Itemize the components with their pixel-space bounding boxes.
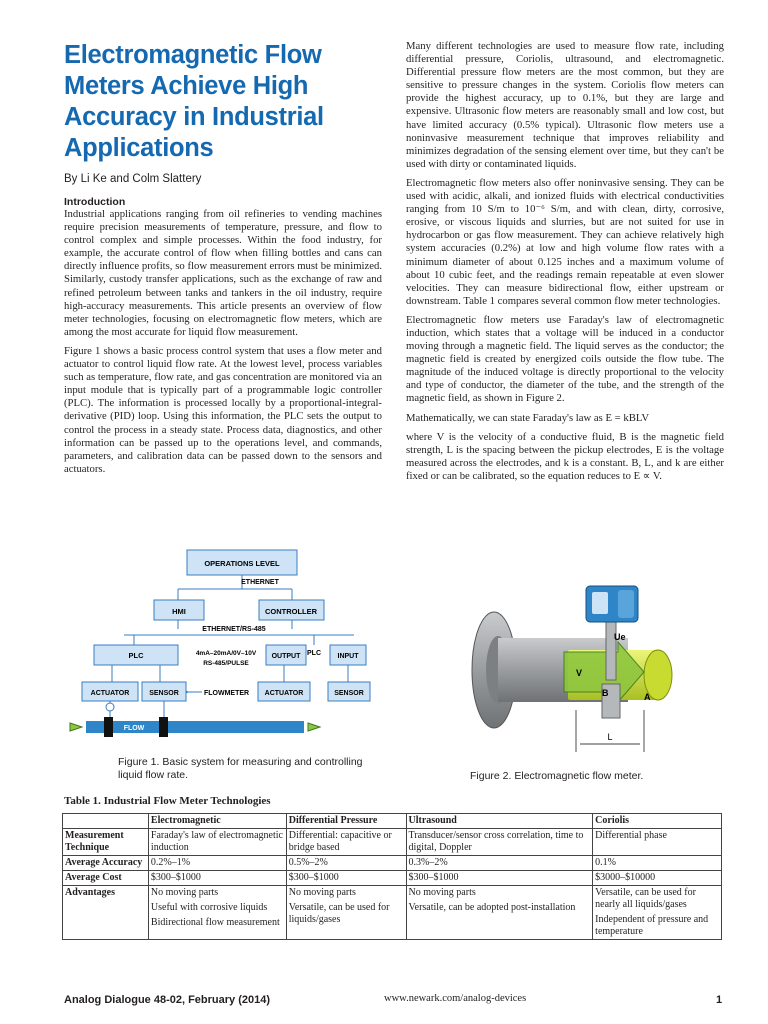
cell-line: Differential phase: [595, 830, 667, 841]
row-label: Average Cost: [63, 871, 149, 886]
table-cell: [148, 829, 286, 856]
table-header-cell: Electromagnetic: [148, 814, 286, 829]
table-cell: [593, 886, 722, 940]
table-cell: [148, 886, 286, 940]
row-label: Measurement Technique: [63, 829, 149, 856]
table-cell: [593, 871, 722, 886]
hmi-label: HMI: [172, 607, 186, 616]
row-label: Advantages: [63, 886, 149, 940]
sensor-left-label: SENSOR: [149, 690, 179, 697]
table-cell: [286, 871, 406, 886]
row-label: Average Accuracy: [63, 856, 149, 871]
cell-line: 0.5%–2%: [288, 857, 328, 868]
table-row: [63, 829, 722, 856]
ethernet-label: ETHERNET: [241, 579, 279, 586]
page-number: 1: [716, 994, 723, 1006]
table-cell: [593, 856, 722, 871]
actuator-clamp: [104, 717, 113, 737]
figure-1-diagram: [64, 545, 384, 745]
cell-line: Transducer/sensor cross correlation, time to digital, Doppler: [408, 830, 584, 853]
electrode-stem: [606, 620, 616, 680]
cell-line: $300–$1000: [150, 872, 201, 883]
cell-line: No moving parts: [408, 887, 476, 898]
input-label: INPUT: [337, 653, 359, 660]
signal-label-2: RS-485/PULSE: [203, 660, 249, 667]
table-cell: [406, 856, 593, 871]
table-header-cell: Ultrasound: [406, 814, 593, 829]
sensor-right-label: SENSOR: [334, 690, 364, 697]
label-l: L: [607, 732, 613, 742]
table-cell: [286, 856, 406, 871]
cell-line: Independent of pressure and temperature: [595, 914, 709, 937]
cell-line: Useful with corrosive liquids: [150, 902, 268, 913]
cell-line: 0.1%: [595, 857, 617, 868]
table-header-cell: [63, 814, 149, 829]
transmitter-display: [592, 592, 608, 614]
table-cell: [286, 829, 406, 856]
right-paragraph-3: Electromagnetic flow meters use Faraday's law of electromagnetic induction, which states that a voltage will be induced in a conductor moving through a magnetic field. The liquid serves as the conductor; the magnetic field is created by energized coils outside the flow tube. The magnitude of the induced voltage is directly proportional to the velocity and type of conductor, the diameter of the tube, and the strength of the magnetic field, as shown in Figure 2.: [406, 313, 724, 405]
table-cell: [148, 856, 286, 871]
left-column: [64, 40, 382, 476]
table-title: Table 1. Industrial Flow Meter Technologies: [64, 795, 271, 807]
flow-meter-table: [62, 813, 722, 940]
controller-label: CONTROLLER: [264, 607, 318, 616]
actuator-left-label: ACTUATOR: [90, 690, 130, 697]
intro-heading: Introduction: [64, 196, 126, 208]
right-column: [406, 40, 724, 483]
cell-line: $3000–$10000: [595, 872, 656, 883]
flow-pipe: [86, 721, 304, 733]
table-row: [63, 886, 722, 940]
label-ue: Ue: [614, 632, 626, 642]
table-row: [63, 871, 722, 886]
cell-line: Bidirectional flow measurement: [150, 917, 280, 928]
cell-line: Versatile, can be used for liquids/gases: [288, 902, 390, 925]
cell-line: No moving parts: [288, 887, 356, 898]
cell-line: $300–$1000: [408, 872, 459, 883]
left-paragraph-2: Figure 1 shows a basic process control system that uses a flow meter and actuator to control liquid flow rate. At the lowest level, process variables such as temperature, flow rate, and gas concentration are monitored via an input module that is typically part of a programmable logic controller (PLC). The information is processed locally by a proportional-integral-derivative (PID) loop. Using this information, the PLC sets the output to control the process in a steady state. Process data, diagnostics, and other information can be passed up to the operations level, and commands, parameters, and calibration data can be passed down to the sensors and actuators.: [64, 344, 382, 475]
table-cell: [286, 886, 406, 940]
table-cell: [406, 871, 593, 886]
table-header-row: [63, 814, 722, 829]
footer-publication: Analog Dialogue 48-02, February (2014): [64, 994, 271, 1006]
plc-right-label: PLC: [307, 650, 321, 657]
byline: By Li Ke and Colm Slattery: [64, 173, 202, 185]
cell-line: $300–$1000: [288, 872, 339, 883]
table-row: [63, 856, 722, 871]
label-a: A: [644, 692, 651, 702]
signal-label-1: 4mA–20mA/0V–10V: [195, 650, 257, 657]
cell-line: Faraday's law of electromagnetic induction: [150, 830, 283, 853]
ethernet-rs485-label: ETHERNET/RS-485: [202, 626, 266, 633]
table-cell: [406, 829, 593, 856]
right-paragraph-1: Many different technologies are used to measure flow rate, including differential pressure, Coriolis, ultrasound, and electromagnetic. Differential pressure flow meters are the most common, but they are sensitive to pressure changes in the system. Coriolis flow meters can provide the highest accuracy, up to 0.1%, but they are large and expensive. Ultrasonic flow meters are reasonably small and low cost, but have limited accuracy (0.5% typical). Ultrasonic flow meters use a noninvasive measurement technique that improves reliability and minimizes degradation of the sensing element over time, but they can't be used with dirty or contaminated liquids.: [406, 40, 724, 170]
cell-line: Versatile, can be used for nearly all liquids/gases: [595, 887, 696, 910]
flow-label: FLOW: [123, 725, 145, 732]
cell-line: No moving parts: [150, 887, 219, 898]
right-paragraph-2: Electromagnetic flow meters also offer noninvasive sensing. They can be used with acidic, alkali, and ionized fluids with electrical conductivities ranging from 10 S/m to 10⁻⁶ S/m, and with clean, dirty, corrosive, erosive, or viscous liquids and slurries, but are not suited for use in hydrocarbon or gas flow measurement. They can achieve relatively high system accuracies (0.2%) at low and high volume flow rates with a minimum diameter of about 0.125 inches and a maximum volume of about 10 cubic feet, and the readings remain repeatable at even slower velocities. They can measure bidirectional flow, either upstream or downstream. Table 1 compares several common flow meter technologies.: [406, 176, 724, 307]
flow-out-arrow-icon: [308, 723, 320, 731]
figure-2-illustration: [468, 580, 698, 760]
left-paragraph-1: Industrial applications ranging from oil refineries to vending machines require precision measurements of temperature, pressure, and flow to control complex and simple processes. Within the food industry, for example, the accurate control of flow when filling bottles and cans can directly influence profits, so flow measurement errors must be minimized. Similarly, custody transfer applications, such as the exchange of raw and refined petroleum between tanks and tankers in the oil industry, require high-accuracy measurements. This article presents an overview of flow meter technologies, focusing on electromagnetic flow meters, which are among the most accurate for liquid flow measurement.: [64, 208, 382, 338]
plc-left-label: PLC: [128, 651, 144, 660]
table-cell: [406, 886, 593, 940]
transmitter-cap: [618, 590, 634, 618]
flow-in-arrow-icon: [70, 723, 82, 731]
sensor-clamp: [159, 717, 168, 737]
figure-2-caption: Figure 2. Electromagnetic flow meter.: [470, 770, 644, 782]
actuator-right-label: ACTUATOR: [264, 690, 304, 697]
table-header-cell: Differential Pressure: [286, 814, 406, 829]
table-body: [63, 829, 722, 940]
right-paragraph-5: where V is the velocity of a conductive fluid, B is the magnetic field strength, L is the spacing between the pickup electrodes, E is the voltage measured across the electrodes, and k is a constant. B, L, and k are either fixed or can be calibrated, so the equation reduces to E ∝ V.: [406, 430, 724, 482]
valve-icon: [106, 703, 114, 711]
cell-line: Versatile, can be adopted post-installation: [408, 902, 576, 913]
operations-level-label: OPERATIONS LEVEL: [204, 559, 280, 568]
cell-line: Differential: capacitive or bridge based: [288, 830, 392, 853]
output-label: OUTPUT: [271, 653, 301, 660]
flowmeter-label: FLOWMETER: [204, 690, 250, 697]
cell-line: 0.2%–1%: [150, 857, 191, 868]
footer-url[interactable]: www.newark.com/analog-devices: [384, 993, 527, 1004]
label-b: B: [602, 688, 609, 698]
cell-line: 0.3%–2%: [408, 857, 448, 868]
table-header-cell: Coriolis: [593, 814, 722, 829]
article-title: Electromagnetic Flow Meters Achieve High Accuracy in Industrial Applications: [64, 41, 324, 162]
table-cell: [148, 871, 286, 886]
table-cell: [593, 829, 722, 856]
figure-1-caption: Figure 1. Basic system for measuring and controlling liquid flow rate.: [118, 756, 363, 781]
equation-paragraph: Mathematically, we can state Faraday's law as E = kBLV: [406, 411, 650, 424]
label-v: V: [576, 668, 583, 678]
